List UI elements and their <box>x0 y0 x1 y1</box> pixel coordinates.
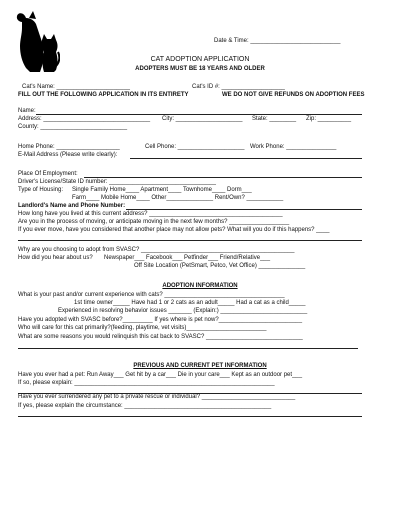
work-phone-field[interactable]: Work Phone: _______________ <box>250 144 337 150</box>
cats-id-field[interactable]: Cat's ID #: ___________________ <box>192 84 285 90</box>
housing-type-options-2[interactable]: Farm____ Mobile Home____ Other______________ Rent/Own? ___________ <box>72 195 284 201</box>
hear-about-options-2[interactable]: Off Site Location (PetSmart, Petco, Vet Office) ______________ <box>134 263 306 269</box>
home-phone-field[interactable]: Home Phone: ___________________ <box>18 144 120 150</box>
previous-pet-heading: PREVIOUS AND CURRENT PET INFORMATION <box>133 363 267 369</box>
address-field[interactable]: Address: ________________________________ <box>18 116 151 122</box>
county-field[interactable]: County: __________________________ <box>18 124 128 130</box>
employment-label: Place Of Employment: <box>18 171 78 177</box>
how-long-field[interactable]: How long have you lived at this current address? ________________________________________ <box>18 211 283 217</box>
dog-and-cat-logo <box>16 10 60 74</box>
surrendered-field[interactable]: Have you ever surrendered any pet to a private rescue or individual? ____________________________ <box>18 394 296 400</box>
state-field[interactable]: State: ________ <box>252 116 297 122</box>
zip-field[interactable]: Zip: __________ <box>306 116 352 122</box>
experience-options[interactable]: 1st time owner_____ Have had 1 or 2 cats as an adult_____ Had a cat as a child_____ <box>74 300 306 306</box>
name-label: Name: <box>18 108 36 114</box>
email-label: E-Mail Address (Please write clearly): <box>18 152 118 158</box>
cell-phone-field[interactable]: Cell Phone: ____________________ <box>145 144 245 150</box>
why-svasc-field[interactable]: Why are you choosing to adopt from SVASC? ______________________________________________ <box>18 247 295 253</box>
hear-about-label: How did you hear about us? <box>18 255 93 261</box>
city-field[interactable]: City: ____________________ <box>162 116 243 122</box>
employment-line[interactable] <box>84 177 362 178</box>
had-pet-options[interactable]: Have you ever had a pet: Run Away___ Get hit by a car___ Die in your care___ Kept as an outdoor pet___ <box>18 372 303 378</box>
landlord-label: Landlord's Name and Phone Number: <box>18 203 126 209</box>
who-care-field[interactable]: Who will care for this cat primarily?(feeding, playtime, vet visits)________________________ <box>18 325 267 331</box>
cats-name-field[interactable]: Cat's Name: ______________________ <box>22 84 130 90</box>
relinquish-line[interactable] <box>18 348 358 349</box>
fill-out-notice: FILL OUT THE FOLLOWING APPLICATION IN ITS ENTIRETY <box>18 92 189 98</box>
relinquish-field[interactable]: What are some reasons you would relinquish this cat back to SVASC? _____________________________ <box>18 334 303 340</box>
adopted-before-field[interactable]: Have you adopted with SVASC before?_________ If yes where is pet now?_________________________ <box>18 317 303 323</box>
ever-move-field[interactable]: If you ever move, have you considered that another place may not allow pets? What will you do if this happens? ____ <box>18 227 330 233</box>
adoption-info-heading: ADOPTION INFORMATION <box>162 283 238 289</box>
license-field[interactable]: Driver's License/State ID number: ________________________________ <box>18 179 216 185</box>
housing-type-label: Type of Housing: <box>18 187 64 193</box>
hear-about-options-1[interactable]: Newspaper___ Facebook___ Petfinder___ Friend/Relative___ <box>104 255 271 261</box>
housing-type-options-1[interactable]: Single Family Home____ Apartment____ Townhome____ Dorm___ <box>72 187 252 193</box>
date-time-field[interactable]: Date & Time: ___________________________ <box>214 38 341 44</box>
no-refunds-notice: WE DO NOT GIVE REFUNDS ON ADOPTION FEES <box>222 92 365 98</box>
explain-field[interactable]: If so, please explain: ____________________________________________________________ <box>18 380 275 386</box>
circumstance-line[interactable] <box>18 416 362 417</box>
name-line[interactable] <box>36 114 362 115</box>
form-subtitle: ADOPTERS MUST BE 18 YEARS AND OLDER <box>135 66 265 72</box>
moving-field[interactable]: Are you in the process of moving, or anticipate moving in the next few months? __________________ <box>18 219 290 225</box>
form-title: CAT ADOPTION APPLICATION <box>150 56 250 63</box>
experience-field[interactable]: What is your past and/or current experience with cats? ____________________________________ <box>18 292 285 298</box>
behavior-field[interactable]: Experienced in resolving behavior issues _______ (Explain:) __________________________ <box>58 308 308 314</box>
ever-move-line[interactable] <box>18 240 362 241</box>
email-line[interactable] <box>130 158 362 159</box>
circumstance-field[interactable]: If yes, please explain the circumstance: ____________________________________________ <box>18 403 272 409</box>
landlord-line[interactable] <box>126 209 362 210</box>
